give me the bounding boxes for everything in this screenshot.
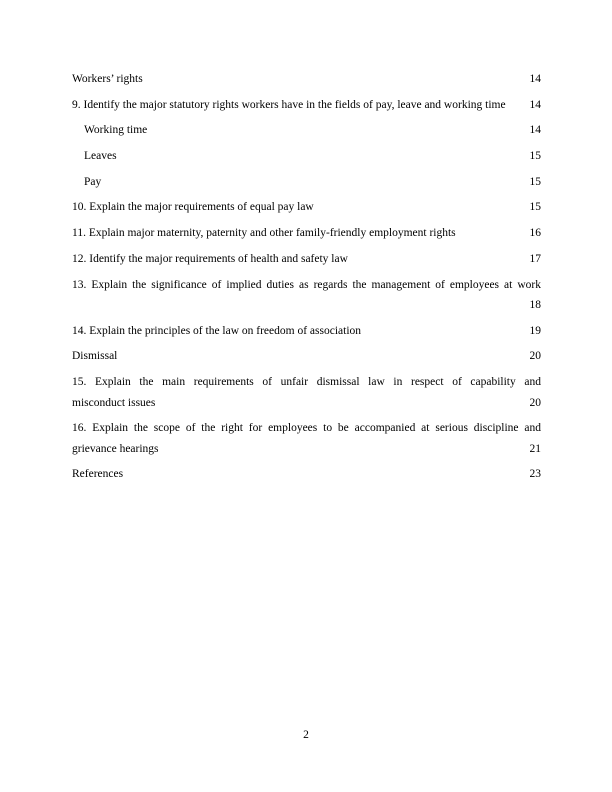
toc-entry-title: Working time	[84, 124, 148, 137]
toc-entry-equal-pay[interactable]	[72, 199, 541, 217]
toc-entry-title-continued: grievance hearings	[72, 442, 159, 455]
toc-entry-title: 9. Identify the major statutory rights workers have in the fields of pay, leave and working time	[72, 98, 506, 111]
toc-entry-page: 21	[529, 442, 541, 455]
toc-entry-page: 15	[529, 175, 541, 188]
table-of-contents	[72, 71, 541, 492]
toc-entry-page: 23	[529, 468, 541, 481]
toc-entry-title: 13. Explain the significance of implied duties as regards the management of employees at work	[72, 278, 541, 291]
toc-entry-pay[interactable]	[72, 174, 541, 192]
toc-entry-family-friendly[interactable]	[72, 225, 541, 243]
toc-entry-title: Pay	[84, 175, 102, 188]
toc-entry-title: 15. Explain the main requirements of unfair dismissal law in respect of capability and	[72, 376, 541, 389]
toc-entry-page: 18	[529, 299, 541, 311]
toc-entry-title: 12. Identify the major requirements of health and safety law	[72, 252, 348, 265]
toc-entry-page: 14	[529, 124, 541, 137]
toc-entry-page: 16	[529, 227, 541, 240]
toc-entry-title-continued: misconduct issues	[72, 396, 156, 409]
toc-entry-implied-duties[interactable]	[72, 277, 541, 315]
toc-entry-right-accompanied[interactable]	[72, 420, 541, 458]
toc-entry-working-time[interactable]	[72, 122, 541, 140]
toc-entry-unfair-dismissal[interactable]	[72, 374, 541, 412]
toc-entry-page: 15	[529, 201, 541, 214]
toc-entry-dismissal[interactable]	[72, 348, 541, 366]
toc-entry-title: Dismissal	[72, 350, 118, 363]
toc-entry-title: Leaves	[84, 150, 117, 163]
toc-entry-title: 11. Explain major maternity, paternity and other family-friendly employment rights	[72, 227, 456, 240]
toc-entry-page: 19	[529, 324, 541, 337]
toc-entry-page: 20	[529, 396, 541, 409]
toc-entry-page: 17	[529, 252, 541, 265]
toc-entry-leaves[interactable]	[72, 148, 541, 166]
toc-entry-page: 15	[529, 150, 541, 163]
toc-entry-title: 16. Explain the scope of the right for employees to be accompanied at serious discipline and	[72, 422, 541, 435]
toc-entry-title: 10. Explain the major requirements of equal pay law	[72, 201, 314, 214]
toc-entry-statutory-rights[interactable]	[72, 97, 541, 115]
page-number: 2	[303, 729, 309, 741]
toc-entry-title: References	[72, 468, 124, 481]
toc-entry-workers-rights[interactable]	[72, 71, 541, 89]
toc-entry-page: 14	[529, 73, 541, 85]
toc-entry-page: 20	[529, 350, 541, 363]
toc-entry-page: 14	[529, 98, 541, 111]
toc-entry-freedom-association[interactable]	[72, 323, 541, 341]
toc-entry-references[interactable]	[72, 466, 541, 484]
toc-entry-title: Workers’ rights	[72, 73, 143, 85]
toc-entry-title: 14. Explain the principles of the law on freedom of association	[72, 324, 362, 337]
toc-entry-health-safety[interactable]	[72, 251, 541, 269]
